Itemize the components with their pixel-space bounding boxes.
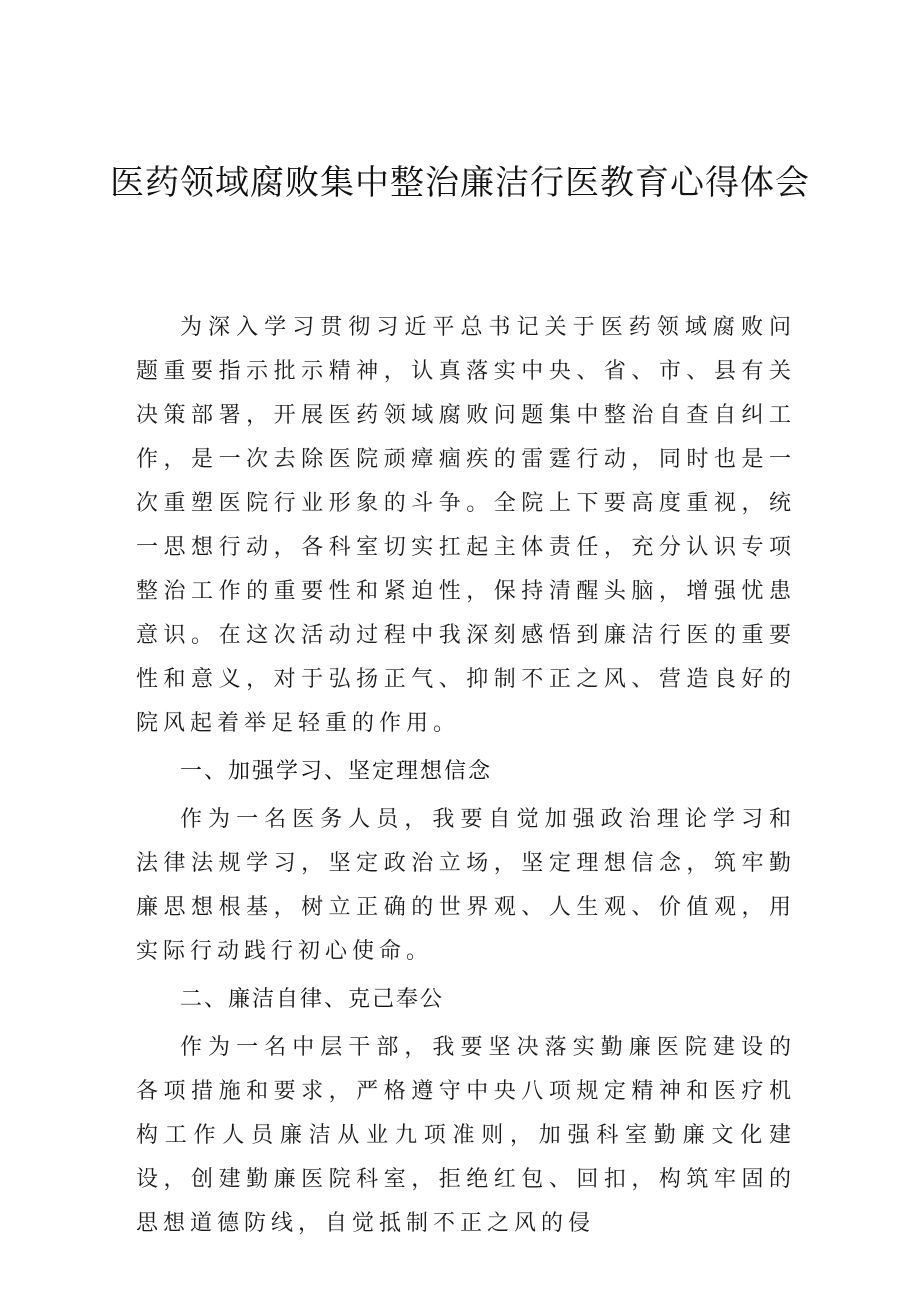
section-paragraph-2: 作为一名中层干部，我要坚决落实勤廉医院建设的各项措施和要求，严格遵守中央八项规定精神和医疗机构工作人员廉洁从业九项准则，加强科室勤廉文化建设，创建勤廉医院科室，拒绝红包、回扣，构筑牢固的思想道德防线，自觉抵制不正之风的侵 <box>136 1035 796 1236</box>
section-heading-2: 二、廉洁自律、克己奉公 <box>180 987 445 1012</box>
intro-paragraph: 为深入学习贯彻习近平总书记关于医药领域腐败问题重要指示批示精神，认真落实中央、省、市、县有关决策部署，开展医药领域腐败问题集中整治自查自纠工作，是一次去除医院顽瘴痼疾的雷霆行动，同时也是一次重塑医院行业形象的斗争。全院上下要高度重视，统一思想行动，各科室切实扛起主体责任，充分认识专项整治工作的重要性和紧迫性，保持清醒头脑，增强忧患意识。在这次活动过程中我深刻感悟到廉洁行医的重要性和意义，对于弘扬正气、抑制不正之风、营造良好的院风起着举足轻重的作用。 <box>136 315 796 736</box>
section-paragraph-1: 作为一名医务人员，我要自觉加强政治理论学习和法律法规学习，坚定政治立场，坚定理想信念，筑牢勤廉思想根基，树立正确的世界观、人生观、价值观，用实际行动践行初心使命。 <box>136 807 796 964</box>
document-title: 医药领域腐败集中整治廉洁行医教育心得体会 <box>110 163 810 203</box>
section-heading-1: 一、加强学习、坚定理想信念 <box>180 759 493 784</box>
document-body <box>136 306 796 1246</box>
